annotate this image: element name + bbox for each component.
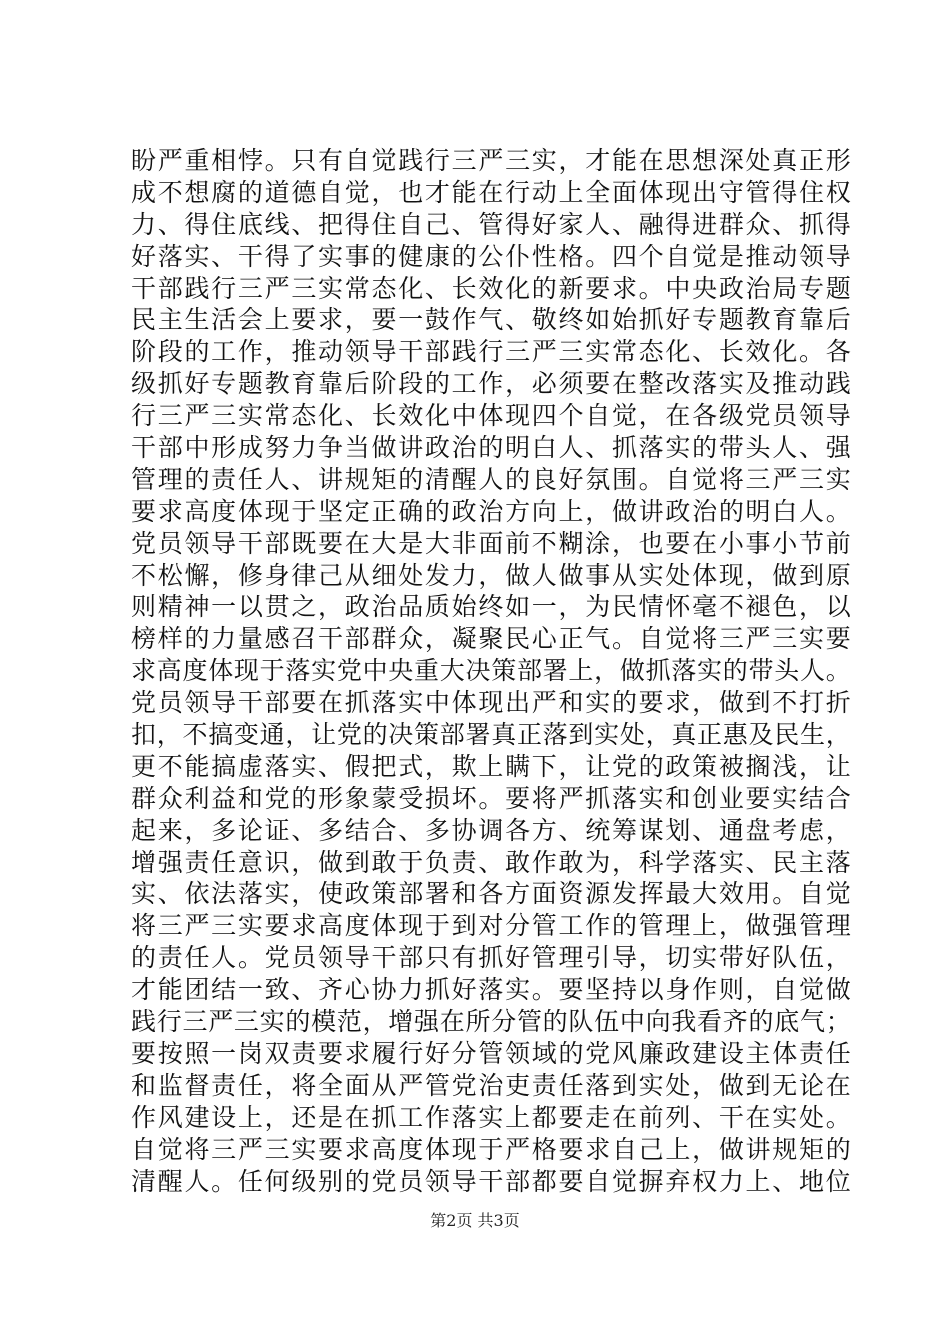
text-line: 清醒人。任何级别的党员领导干部都要自觉摒弃权力上、地位 <box>131 1166 851 1196</box>
text-line: 党员领导干部要在抓落实中体现出严和实的要求，做到不打折 <box>131 688 851 718</box>
text-line: 民主生活会上要求，要一鼓作气、敬终如始抓好专题教育靠后 <box>131 305 851 335</box>
text-line: 干部中形成努力争当做讲政治的明白人、抓落实的带头人、强 <box>131 433 851 463</box>
text-line: 求高度体现于落实党中央重大决策部署上，做抓落实的带头人。 <box>131 656 851 686</box>
text-line: 和监督责任，将全面从严管党治吏责任落到实处，做到无论在 <box>131 1070 851 1100</box>
text-line: 的责任人。党员领导干部只有抓好管理引导，切实带好队伍， <box>131 943 851 973</box>
text-line: 自觉将三严三实要求高度体现于严格要求自己上，做讲规矩的 <box>131 1134 851 1164</box>
text-line: 才能团结一致、齐心协力抓好落实。要坚持以身作则，自觉做 <box>131 975 851 1005</box>
text-line: 要按照一岗双责要求履行好分管领域的党风廉政建设主体责任 <box>131 1038 851 1068</box>
text-line: 行三严三实常态化、长效化中体现四个自觉，在各级党员领导 <box>131 401 851 431</box>
text-line: 干部践行三严三实常态化、长效化的新要求。中央政治局专题 <box>131 273 851 303</box>
text-line: 党员领导干部既要在大是大非面前不糊涂，也要在小事小节前 <box>131 528 851 558</box>
text-line: 群众利益和党的形象蒙受损坏。要将严抓落实和创业要实结合 <box>131 783 851 813</box>
text-line: 起来，多论证、多结合、多协调各方、统筹谋划、通盘考虑， <box>131 815 851 845</box>
text-line: 阶段的工作，推动领导干部践行三严三实常态化、长效化。各 <box>131 337 851 367</box>
text-line: 作风建设上，还是在抓工作落实上都要走在前列、干在实处。 <box>131 1102 851 1132</box>
text-line: 实、依法落实，使政策部署和各方面资源发挥最大效用。自觉 <box>131 879 851 909</box>
text-line: 要求高度体现于坚定正确的政治方向上，做讲政治的明白人。 <box>131 496 851 526</box>
page-number-footer: 第2页 共3页 <box>430 1211 520 1230</box>
text-line: 力、得住底线、把得住自己、管得好家人、融得进群众、抓得 <box>131 209 851 239</box>
text-line: 管理的责任人、讲规矩的清醒人的良好氛围。自觉将三严三实 <box>131 464 851 494</box>
text-line: 扣，不搞变通，让党的决策部署真正落到实处，真正惠及民生， <box>131 720 851 750</box>
text-line: 将三严三实要求高度体现于到对分管工作的管理上，做强管理 <box>131 911 851 941</box>
text-line: 盼严重相悖。只有自觉践行三严三实，才能在思想深处真正形 <box>131 146 851 175</box>
text-line: 则精神一以贯之，政治品质始终如一，为民情怀毫不褪色，以 <box>131 592 851 622</box>
text-line: 增强责任意识，做到敢于负责、敢作敢为，科学落实、民主落 <box>131 847 851 877</box>
text-line: 榜样的力量感召干部群众，凝聚民心正气。自觉将三严三实要 <box>131 624 851 654</box>
text-line: 级抓好专题教育靠后阶段的工作，必须要在整改落实及推动践 <box>131 369 851 399</box>
text-line: 好落实、干得了实事的健康的公仆性格。四个自觉是推动领导 <box>131 241 851 271</box>
text-line: 更不能搞虚落实、假把式，欺上瞒下，让党的政策被搁浅，让 <box>131 751 851 781</box>
text-line: 践行三严三实的模范，增强在所分管的队伍中向我看齐的底气； <box>131 1007 851 1037</box>
body-paragraph <box>131 145 851 1197</box>
text-line: 不松懈，修身律己从细处发力，做人做事从实处体现，做到原 <box>131 560 851 590</box>
text-line: 成不想腐的道德自觉，也才能在行动上全面体现出守管得住权 <box>131 177 851 207</box>
